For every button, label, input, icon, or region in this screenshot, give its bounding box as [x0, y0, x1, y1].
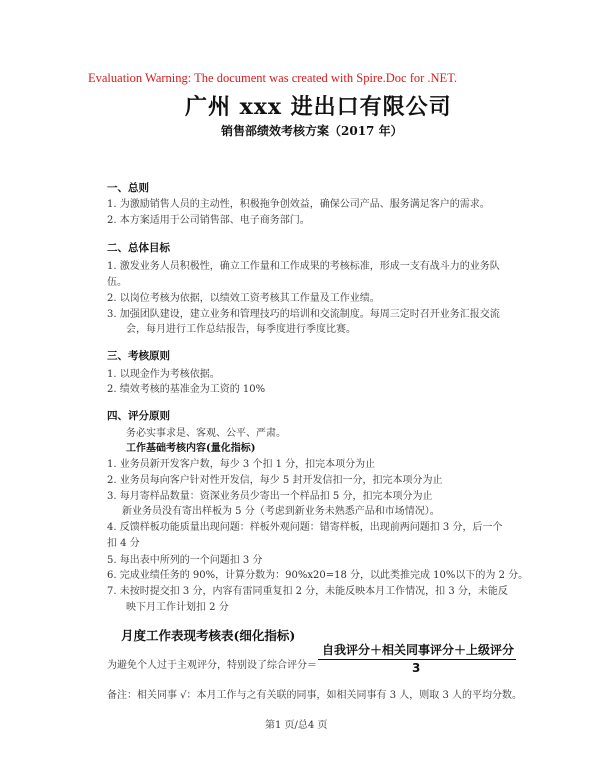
scoring-line-5: 5. 每出表中所列的一个问题扣 3 分 — [107, 555, 263, 566]
section-2-heading: 二、总体目标 — [107, 242, 170, 254]
scoring-line-1: 1. 业务员新开发客户数，每少 3 个扣 1 分，扣完本项分为止 — [107, 459, 376, 470]
section-4-intro: 务必实事求是、客观、公平、严肃。 — [126, 428, 286, 439]
document-title: 广州 xxx 进出口有限公司 — [185, 94, 452, 120]
table-heading: 月度工作表现考核表(细化指标) — [121, 628, 296, 643]
scoring-line-2: 2. 业务员每向客户针对性开发信，每少 5 封开发信扣一分，扣完本项分为止 — [107, 475, 443, 486]
formula-numerator: 自我评分＋相关同事评分＋上级评分 — [322, 643, 515, 657]
section-4-heading: 四、评分原则 — [107, 410, 170, 422]
section-3-item-1: 1. 以现金作为考核依据。 — [107, 369, 220, 380]
scoring-line-7: 7. 未按时提交扣 3 分，内容有雷同重复扣 2 分，未能反映本月工作情况，扣 3 分，未能反 — [107, 586, 508, 597]
section-1-item-1: 1. 为激励销售人员的主动性，积极拖争创效益，确保公司产品、服务满足客户的需求。 — [107, 199, 490, 210]
scoring-line-6: 6. 完成业绩任务的 90%，计算分数为：90%x20=18 分，以此类推完成 10%以下的为 2 分。 — [107, 570, 529, 581]
formula-lead: 为避免个人过于主观评分，特别设了综合评分＝ — [107, 660, 317, 671]
section-2-item-3-line-1: 3. 加强团队建设，建立业务和管理技巧的培训和交流制度。每周三定时召开业务汇报交流 — [107, 309, 500, 320]
note-text: 备注：相关同事 √：本月工作与之有关联的同事，如相关同事有 3 人，则取 3 人的平均分数。 — [107, 690, 522, 701]
scoring-line-4: 4. 反馈样板功能质量出现问题：样板外观问题：错寄样板，出现前两问题扣 3 分，后一个 — [107, 522, 503, 533]
section-1-heading: 一、总则 — [107, 182, 149, 194]
section-3-item-2: 2. 绩效考核的基准金为工资的 10% — [107, 384, 266, 395]
page-footer: 第1 页/总4 页 — [265, 720, 328, 731]
section-2-item-1-line-2: 伍。 — [107, 277, 127, 288]
formula-denominator: 3 — [412, 661, 421, 675]
evaluation-warning: Evaluation Warning: The document was created with Spire.Doc for .NET. — [88, 71, 458, 85]
scoring-line-4-cont: 扣 4 分 — [107, 538, 140, 549]
section-1-item-2: 2. 本方案适用于公司销售部、电子商务部门。 — [107, 215, 310, 226]
scoring-line-3: 3. 每月寄样品数量：资深业务员少寄出一个样品扣 5 分，扣完本项分为止 — [107, 491, 433, 502]
section-3-heading: 三、考核原则 — [107, 350, 170, 362]
fraction-bar — [318, 659, 516, 660]
section-4-sub-heading: 工作基础考核内容(量化指标) — [126, 443, 256, 454]
section-2-item-2: 2. 以岗位考核为依据，以绩效工资考核其工作量及工作业绩。 — [107, 293, 380, 304]
section-2-item-3-line-2: 会，每月进行工作总结报告，每季度进行季度比赛。 — [126, 324, 356, 335]
scoring-line-7-cont: 映下月工作计划扣 2 分 — [126, 602, 229, 613]
document-subtitle: 销售部绩效考核方案（2017 年） — [221, 124, 403, 138]
section-2-item-1-line-1: 1. 激发业务人员积极性，确立工作量和工作成果的考核标准，形成一支有战斗力的业务队 — [107, 261, 500, 272]
scoring-line-3-cont: 新业务员没有寄出样板为 5 分（考虑到新业务未熟悉产品和市场情况）。 — [122, 506, 440, 517]
